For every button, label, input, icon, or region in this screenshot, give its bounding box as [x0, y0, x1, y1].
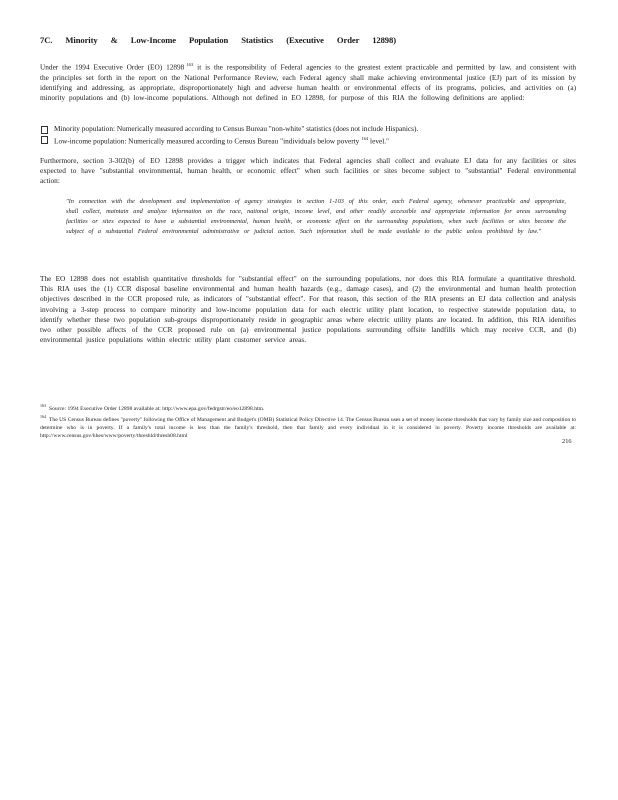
footnotes [40, 402, 576, 441]
footnote-number: 163 [40, 403, 46, 408]
paragraph-intro-text-b: it is the responsibility of Federal agencies to the greatest extent practicable and permitted by law, and consistent with the principles set forth in the report on the National Performance Review, each Federal agency shall make achieving environmental justice (EJ) part of its mission by identifying and addressing, as appropriate, disproportionately high and adverse human health or environmental effects of its programs, policies, and activities on (a) minority populations and (b) low-income populations. Although not defined in EO 12898, for purpose of this RIA the following definitions are applied: [40, 62, 576, 103]
footnote-text: Source: 1994 Executive Order 12898 available at: http://www.epa.gov/fedrgstr/eo/eo12898.htm. [49, 405, 265, 412]
definition-low-income [40, 134, 576, 147]
section-heading: 7C. Minority & Low-Income Population Statistics (Executive Order 12898) [40, 35, 396, 45]
checkbox-bullet-icon [41, 136, 48, 144]
footnote-number: 164 [40, 414, 46, 420]
paragraph-intro [40, 60, 576, 103]
checkbox-bullet-icon [41, 126, 48, 134]
definition-text [54, 134, 389, 147]
definition-minority [40, 124, 576, 134]
footnote-163 [40, 402, 576, 413]
definition-text-tail: level." [370, 136, 390, 146]
footnote-164 [40, 413, 576, 440]
definition-text: Minority population: Numerically measured according to Census Bureau "non-white" statistics (does not include Hispanics). [54, 124, 419, 133]
footnote-ref-163: 163 [186, 62, 194, 67]
paragraph-trigger: Furthermore, section 3-302(b) of EO 12898 provides a trigger which indicates that Federal agencies shall collect and evaluate EJ data for any facilities or sites expected to have "substantial environmental, human health, or economic effect" when such facilities or sites become subject to "substantial" Federal environmental action: [40, 156, 576, 186]
definition-text-main: Low-income population: Numerically measured according to Census Bureau "individuals below poverty [54, 136, 360, 146]
page-number: 216 [562, 438, 572, 445]
footnote-text: The US Census Bureau defines "poverty" following the Office of Management and Budget's (OMB) Statistical Policy Directive 14. The Census Bureau uses a set of money income thresholds that vary by family size and composition to determine who is in poverty. If a family's total income is less than the family's threshold, then that family and every individual in it is considered in poverty. Poverty income thresholds are available at: http://www.census.gov/hhes/www/poverty/threshld/thresh08.html [40, 416, 576, 440]
paragraph-intro-text-a: Under the 1994 Executive Order (EO) 12898 [40, 62, 185, 72]
footnote-ref-164: 164 [361, 136, 369, 142]
definitions-list [40, 124, 576, 147]
paragraph-analysis: The EO 12898 does not establish quantitative thresholds for "substantial effect" on the surrounding populations, nor does this RIA formulate a quantitative threshold. This RIA uses the (1) CCR disposal baseline environmental and human health hazards (e.g., damage cases), and (2) the environmental and human health protection objectives described in the CCR proposed rule, as indicators of "substantial effect". For that reason, this section of the RIA presents an EJ data collection and analysis involving a 3-step process to compare minority and low-income population data for each electric utility plant location, to respective statewide population data, to identify whether these two population sub-groups disproportionately reside in geographic areas where electric utility plants are located. In addition, this RIA identifies two other possible affects of the CCR proposed rule on (a) environmental justice populations surrounding offsite landfills which may receive CCR, and (b) environmental justice populations within electric utility plant customer service areas. [40, 274, 576, 345]
block-quote: "In connection with the development and implementation of agency strategies in section 1-103 of this order, each Federal agency, whenever practicable and appropriate, shall collect, maintain and analyze information on the race, national origin, income level, and other readily accessible and appropriate information for areas surrounding facilities or sites expected to have a substantial environmental, human health, or economic effect on the surrounding populations, when such facilities or sites become the subject of a substantial Federal environmental administrative or judicial action. Such information shall be made available to the public unless prohibited by law." [66, 198, 566, 235]
